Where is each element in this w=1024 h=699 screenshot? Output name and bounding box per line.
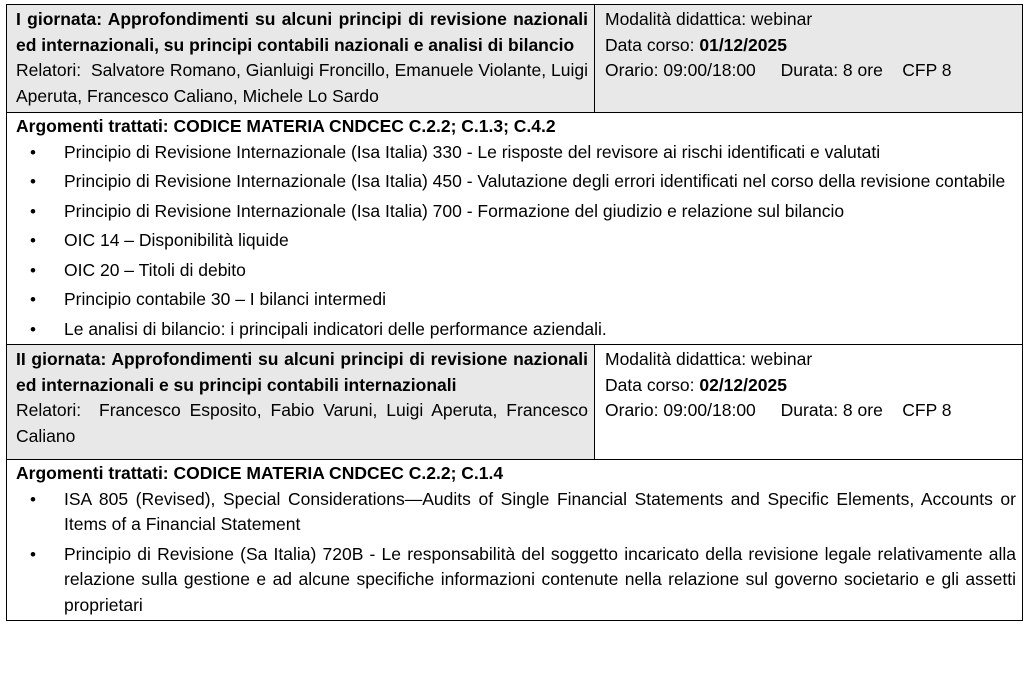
day2-date-line [605,373,1016,399]
day2-title: II giornata: Approfondimenti su alcuni principi di revisione nazionali ed internazionali e su principi contabili internazionali [16,349,588,395]
bullet-icon: • [30,319,36,339]
bullet-icon: • [30,290,36,309]
list-item: • Principio di Revisione Internazionale (Isa Italia) 450 - Valutazione degli errori identificati nel corso della revisione contabile [16,169,1016,195]
day1-time: Orario: 09:00/18:00 [605,60,756,80]
day1-date-line [605,33,1016,59]
day2-date-label: Data corso: [605,374,695,395]
bullet-icon: • [30,544,36,564]
day2-speakers-list: Francesco Esposito, Fabio Varuni, Luigi Aperuta, Francesco Caliano [16,400,588,446]
day1-date-label: Data corso: [605,34,695,55]
day1-cfp: CFP 8 [902,60,952,80]
bullet-icon: • [30,489,36,509]
day1-title: I giornata: Approfondimenti su alcuni principi di revisione nazionali ed internazionali, su principi contabili nazionali e analisi di bilancio [16,9,588,55]
day2-topics-cell [7,460,1023,621]
bullet-icon: • [30,142,36,162]
day2-topics-heading: Argomenti trattati: CODICE MATERIA CNDCEC C.2.2; C.1.4 [16,463,504,483]
day2-topics-row [7,460,1023,621]
bullet-icon: • [30,172,36,191]
day1-modality: Modalità didattica: webinar [605,9,813,29]
day2-topics-list [16,487,1016,619]
list-item: • OIC 20 – Titoli di debito [16,258,1016,284]
day1-schedule-line [605,58,1016,84]
list-item: • Principio di Revisione Internazionale (Isa Italia) 700 - Formazione del giudizio e relazione sul bilancio [16,199,1016,225]
day1-topics-list [16,140,1016,343]
day2-speakers-label: Relatori: [16,400,82,420]
day2-duration: Durata: 8 ore [780,400,883,420]
day1-info-cell [595,5,1023,113]
list-item: • Principio contabile 30 – I bilanci intermedi [16,287,1016,313]
day1-topics-heading: Argomenti trattati: CODICE MATERIA CNDCEC C.2.2; C.1.3; C.4.2 [16,116,556,136]
list-item: • OIC 14 – Disponibilità liquide [16,228,1016,254]
list-item: • Principio di Revisione (Sa Italia) 720B - Le responsabilità del soggetto incaricato della revisione legale relativamente alla relazione sulla gestione e ad alcune specifiche informazioni contenute nella relazione sul governo societario e gli assetti proprietari [30,543,1016,615]
day2-header-row [7,345,1023,460]
day2-info-cell [595,345,1023,460]
day1-header-row [7,5,1023,113]
day2-modality: Modalità didattica: webinar [605,349,813,369]
day2-cfp: CFP 8 [902,400,952,420]
course-program-table [6,4,1023,621]
list-item: • Le analisi di bilancio: i principali indicatori delle performance aziendali. [16,317,1016,343]
day2-speakers [16,398,588,449]
day1-duration: Durata: 8 ore [780,60,883,80]
day2-time: Orario: 09:00/18:00 [605,400,756,420]
list-item: • ISA 805 (Revised), Special Considerations—Audits of Single Financial Statements and Specific Elements, Accounts or Items of a Financial Statement [30,488,1016,534]
day1-date: 01/12/2025 [699,34,787,55]
list-item: • Principio di Revisione Internazionale (Isa Italia) 330 - Le risposte del revisore ai rischi identificati e valutati [16,140,1016,166]
day1-speakers-label: Relatori: [16,60,82,80]
day1-topics-row [7,113,1023,345]
day1-speakers-list: Salvatore Romano, Gianluigi Froncillo, Emanuele Violante, Luigi Aperuta, Francesco Caliano, Michele Lo Sardo [16,60,588,106]
bullet-icon: • [30,260,36,280]
day2-date: 02/12/2025 [699,374,787,395]
bullet-icon: • [30,231,36,250]
bullet-icon: • [30,201,36,221]
day1-speakers [16,58,588,109]
day1-title-cell [7,5,595,113]
day2-title-cell [7,345,595,460]
day2-schedule-line [605,398,1016,424]
day1-topics-cell [7,113,1023,345]
